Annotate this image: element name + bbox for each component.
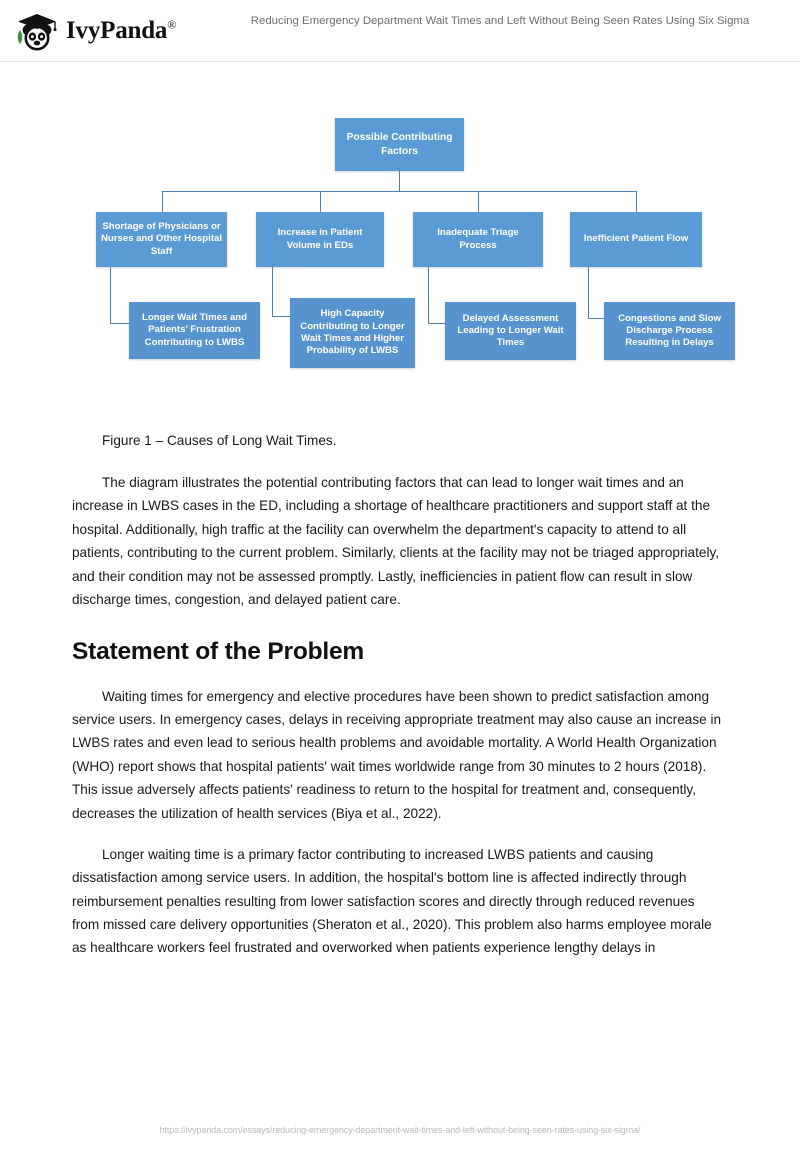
diagram-node-level3-2: High Capacity Contributing to Longer Wait Times and Higher Probability of LWBS: [290, 298, 415, 368]
connector-drop-1: [162, 191, 163, 213]
diagram-node-level3-3: Delayed Assessment Leading to Longer Wait Times: [445, 302, 576, 360]
connector-elbow-2-vertical: [272, 267, 273, 317]
diagram-node-level3-1: Longer Wait Times and Patients’ Frustration Contributing to LWBS: [129, 302, 260, 359]
page-header: [0, 0, 800, 62]
page-footer: [0, 1120, 800, 1138]
connector-elbow-1-vertical: [110, 267, 111, 324]
footer-source-url[interactable]: https://ivypanda.com/essays/reducing-emergency-department-wait-times-and-left-without-being-seen-rates-using-six-sigma/: [159, 1125, 641, 1135]
paragraph-waiting-times: Waiting times for emergency and elective procedures have been shown to predict satisfaction among service users. In emergency cases, delays in receiving appropriate treatment may also cause an increase in LWBS rates and even lead to serious health problems and avoidable mortality. A World Health Organization (WHO) report shows that hospital patients' wait times worldwide range from 30 minutes to 2 hours (2018). This issue adversely affects patients' readiness to return to the hospital for treatment and, consequently, decreases the utilization of health services (Biya et al., 2022).: [72, 688, 722, 821]
paragraph-longer-waiting-time: Longer waiting time is a primary factor contributing to increased LWBS patients and causing dissatisfaction among service users. In addition, the hospital's bottom line is affected indirectly through reimbursement penalties resulting from lower satisfaction scores and directly through reduced revenues from missed care delivery opportunities (Sheraton et al., 2020). This problem also harms employee morale as healthcare workers feel frustrated and overworked when patients experience lengthy delays in: [72, 846, 712, 956]
connector-drop-2: [320, 191, 321, 213]
connector-elbow-3-horizontal: [428, 323, 446, 324]
document-title: Reducing Emergency Department Wait Times and Left Without Being Seen Rates Using Six Sigma: [250, 15, 750, 27]
section-heading-statement-of-the-problem: Statement of the Problem: [72, 638, 364, 666]
connector-elbow-3-vertical: [428, 267, 429, 324]
diagram-node-level2-3: Inadequate Triage Process: [413, 212, 543, 267]
document-content: [72, 430, 722, 978]
paragraph-diagram-explanation: The diagram illustrates the potential contributing factors that can lead to longer wait times and an increase in LWBS cases in the ED, including a shortage of healthcare practitioners and support staff at the hospital. Additionally, high traffic at the facility can overwhelm the department's capacity to attend to all patients, contributing to the current problem. Similarly, clients at the facility may not be triaged appropriately, and their condition may not be assessed promptly. Lastly, inefficiencies in patient flow can result in slow discharge times, congestion, and delayed patient care.: [72, 475, 720, 607]
registered-trademark-symbol: ®: [167, 17, 177, 32]
brand-name: [66, 17, 176, 45]
diagram-node-root: Possible Contributing Factors: [335, 118, 464, 171]
diagram-node-level2-2: Increase in Patient Volume in EDs: [256, 212, 384, 267]
diagram-node-level2-1: Shortage of Physicians or Nurses and Other Hospital Staff: [96, 212, 227, 267]
brand-logo[interactable]: [14, 8, 176, 54]
connector-elbow-4-vertical: [588, 267, 589, 319]
connector-drop-3: [478, 191, 479, 213]
panda-graduate-logo-icon: [14, 8, 60, 54]
connector-elbow-2-horizontal: [272, 316, 291, 317]
connector-root-stem: [399, 171, 400, 192]
brand-name-text: IvyPanda: [66, 17, 168, 44]
figure-diagram: [0, 100, 800, 400]
diagram-node-level2-4: Inefficient Patient Flow: [570, 212, 702, 267]
connector-distribution-bar: [162, 191, 637, 192]
header-divider: [0, 61, 800, 62]
connector-elbow-4-horizontal: [588, 318, 605, 319]
connector-drop-4: [636, 191, 637, 213]
diagram-node-level3-4: Congestions and Slow Discharge Process Resulting in Delays: [604, 302, 735, 360]
figure-caption: Figure 1 – Causes of Long Wait Times.: [102, 433, 337, 448]
connector-elbow-1-horizontal: [110, 323, 130, 324]
